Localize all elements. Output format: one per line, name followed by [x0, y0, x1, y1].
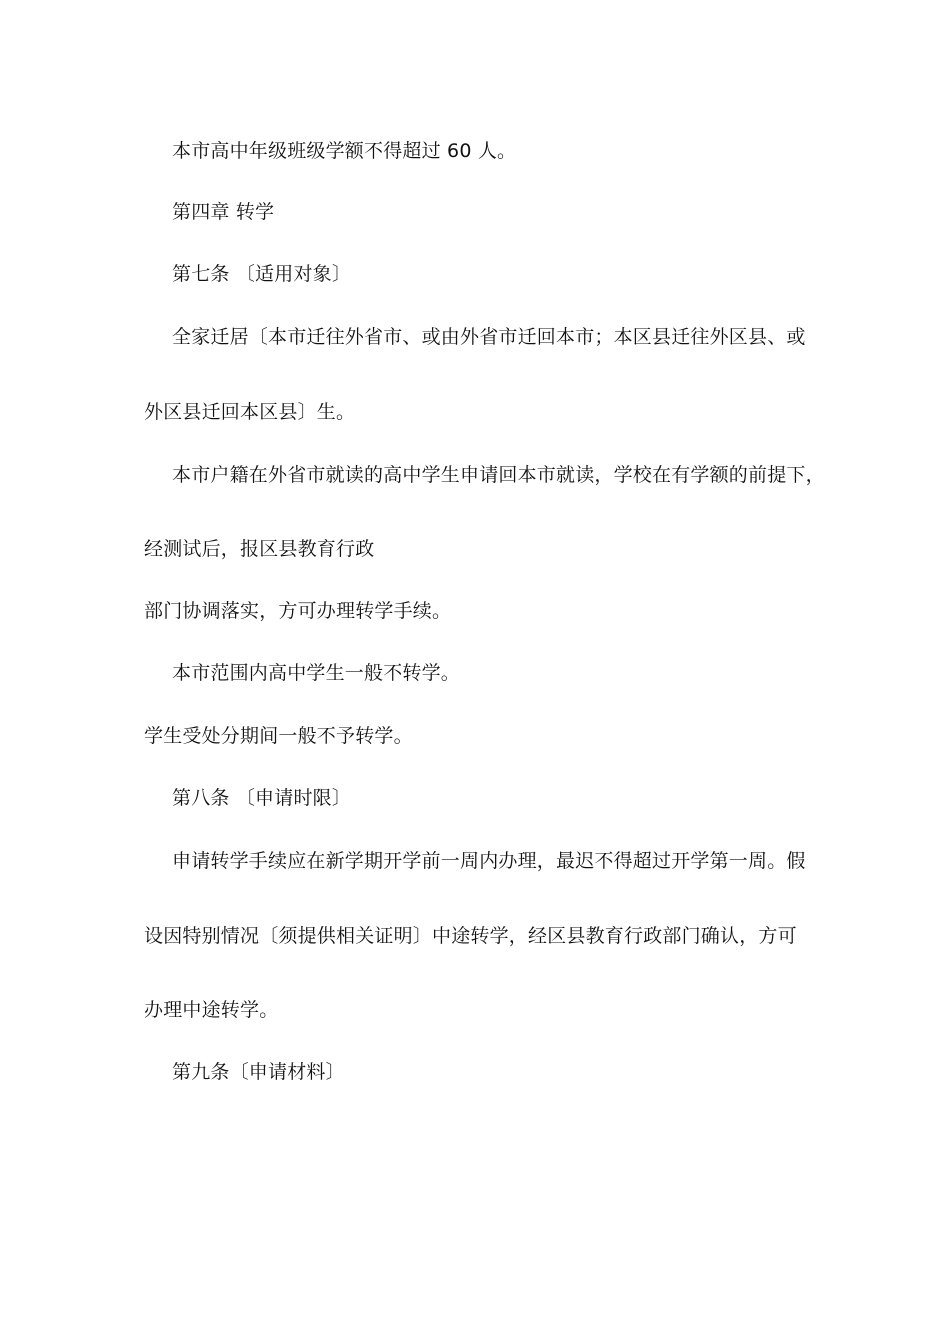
- paragraph-return-line-1: 本市户籍在外省市就读的高中学生申请回本市就读，学校在有学额的前提下，: [172, 464, 825, 486]
- paragraph-relocation-line-2: 外区县迁回本区县〕生。: [144, 401, 356, 423]
- paragraph-class-size: 本市高中年级班级学额不得超过 60 人。: [172, 140, 517, 162]
- paragraph-disciplinary: 学生受处分期间一般不予转学。: [144, 725, 413, 747]
- chapter-heading: 第四章 转学: [172, 201, 275, 223]
- article-heading-8: 第八条 〔申请时限〕: [172, 787, 352, 809]
- paragraph-time-limit-line-1: 申请转学手续应在新学期开学前一周内办理，最迟不得超过开学第一周。假: [172, 850, 806, 872]
- article-heading-9: 第九条〔申请材料〕: [172, 1061, 345, 1083]
- paragraph-return-line-2: 经测试后，报区县教育行政: [144, 538, 375, 560]
- article-heading-7: 第七条 〔适用对象〕: [172, 263, 352, 285]
- paragraph-return-line-3: 部门协调落实，方可办理转学手续。: [144, 600, 452, 622]
- paragraph-relocation-line-1: 全家迁居〔本市迁往外省市、或由外省市迁回本市；本区县迁往外区县、或: [172, 326, 806, 348]
- paragraph-time-limit-line-2: 设因特别情况〔须提供相关证明〕中途转学，经区县教育行政部门确认，方可: [144, 925, 797, 947]
- paragraph-no-transfer: 本市范围内高中学生一般不转学。: [172, 662, 461, 684]
- paragraph-time-limit-line-3: 办理中途转学。: [144, 999, 279, 1021]
